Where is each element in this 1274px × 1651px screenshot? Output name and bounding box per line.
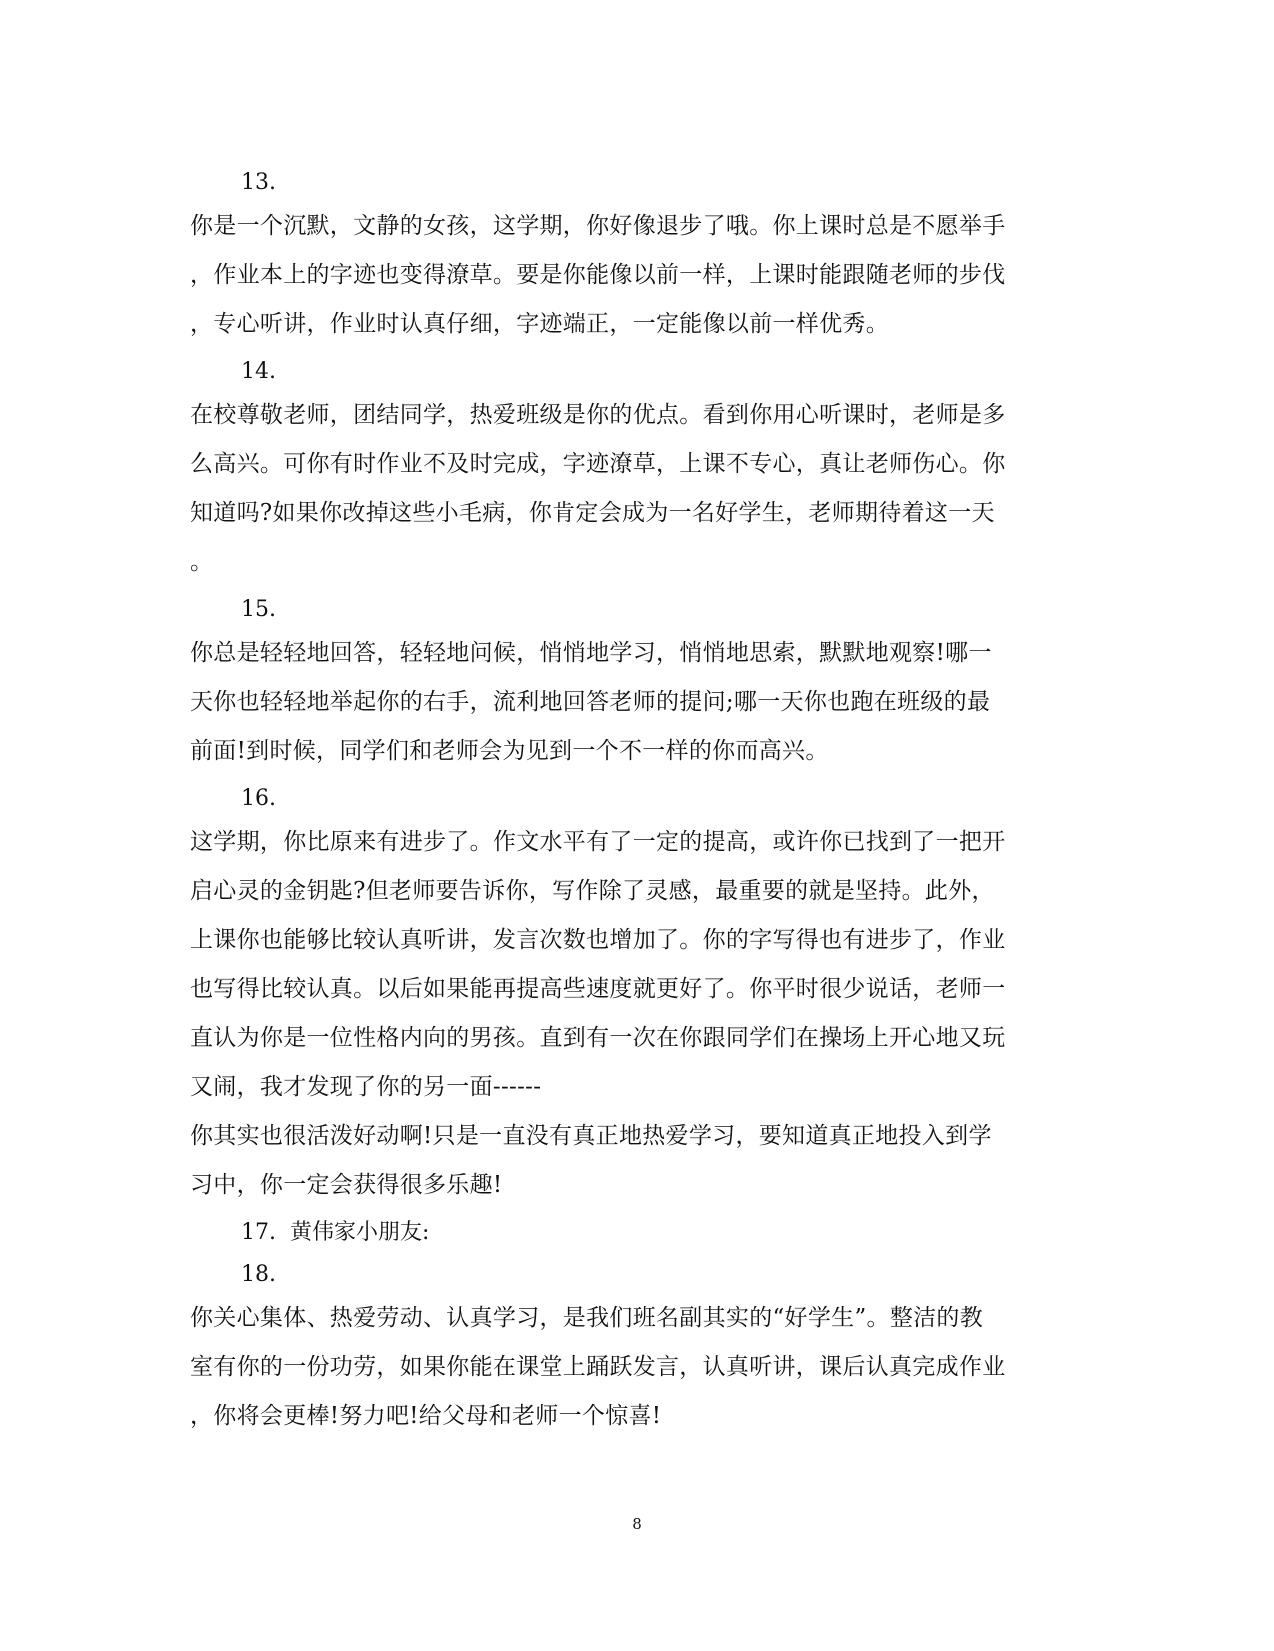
paragraph-line: ，作业本上的字迹也变得潦草。要是你能像以前一样，上课时能跟随老师的步伐 [190, 262, 1006, 288]
paragraph-line: 上课你也能够比较认真听讲，发言次数也增加了。你的字写得也有进步了，作业 [190, 927, 1006, 953]
paragraph-line: 前面!到时候，同学们和老师会为见到一个不一样的你而高兴。 [190, 738, 829, 764]
paragraph-line: 又闹，我才发现了你的另一面------ [190, 1074, 542, 1100]
paragraph-line: 。 [190, 549, 214, 575]
page-number: 8 [632, 1515, 642, 1533]
section-15 [190, 591, 1050, 776]
paragraph-line: 室有你的一份功劳，如果你能在课堂上踊跃发言，认真听讲，课后认真完成作业 [190, 1354, 1006, 1380]
item-number: 15. [241, 597, 276, 622]
paragraph-line: 这学期，你比原来有进步了。作文水平有了一定的提高，或许你已找到了一把开 [190, 829, 1006, 855]
paragraph-line: 你其实也很活泼好动啊!只是一直没有真正地热爱学习，要知道真正地投入到学 [190, 1123, 992, 1149]
paragraph-line: 么高兴。可你有时作业不及时完成，字迹潦草，上课不专心，真让老师伤心。你 [190, 451, 1006, 477]
section-13 [190, 164, 1050, 349]
page-body [190, 160, 1050, 1441]
section-17 [190, 1214, 1050, 1252]
section-14 [190, 353, 1050, 587]
paragraph-line: 在校尊敬老师，团结同学，热爱班级是你的优点。看到你用心听课时，老师是多 [190, 402, 1006, 428]
paragraph-line: 天你也轻轻地举起你的右手，流利地回答老师的提问;哪一天你也跑在班级的最 [190, 689, 991, 715]
paragraph-line: 直认为你是一位性格内向的男孩。直到有一次在你跟同学们在操场上开心地又玩 [190, 1025, 1006, 1051]
paragraph-line: 启心灵的金钥匙?但老师要告诉你，写作除了灵感，最重要的就是坚持。此外， [190, 878, 995, 904]
paragraph-line: ，专心听讲，作业时认真仔细，字迹端正，一定能像以前一样优秀。 [190, 311, 889, 337]
paragraph-line: 知道吗?如果你改掉这些小毛病，你肯定会成为一名好学生，老师期待着这一天 [190, 500, 995, 526]
item-number: 16. [241, 786, 276, 811]
paragraph-line: 你关心集体、热爱劳动、认真学习，是我们班名副其实的“好学生”。整洁的教 [190, 1305, 984, 1331]
paragraph-line: 也写得比较认真。以后如果能再提高些速度就更好了。你平时很少说话，老师一 [190, 976, 1006, 1002]
paragraph-line: 习中，你一定会获得很多乐趣! [190, 1172, 503, 1198]
item-number: 18. [241, 1262, 276, 1287]
item-number: 17. 黄伟家小朋友: [241, 1220, 430, 1245]
section-16 [190, 780, 1050, 1210]
item-number: 13. [241, 170, 276, 195]
paragraph-line: ，你将会更棒!努力吧!给父母和老师一个惊喜! [190, 1403, 662, 1429]
paragraph-line: 你总是轻轻地回答，轻轻地问候，悄悄地学习，悄悄地思索，默默地观察!哪一 [190, 640, 992, 666]
item-number: 14. [241, 359, 276, 384]
section-18 [190, 1256, 1050, 1441]
paragraph-line: 你是一个沉默，文静的女孩，这学期，你好像退步了哦。你上课时总是不愿举手 [190, 213, 1006, 239]
